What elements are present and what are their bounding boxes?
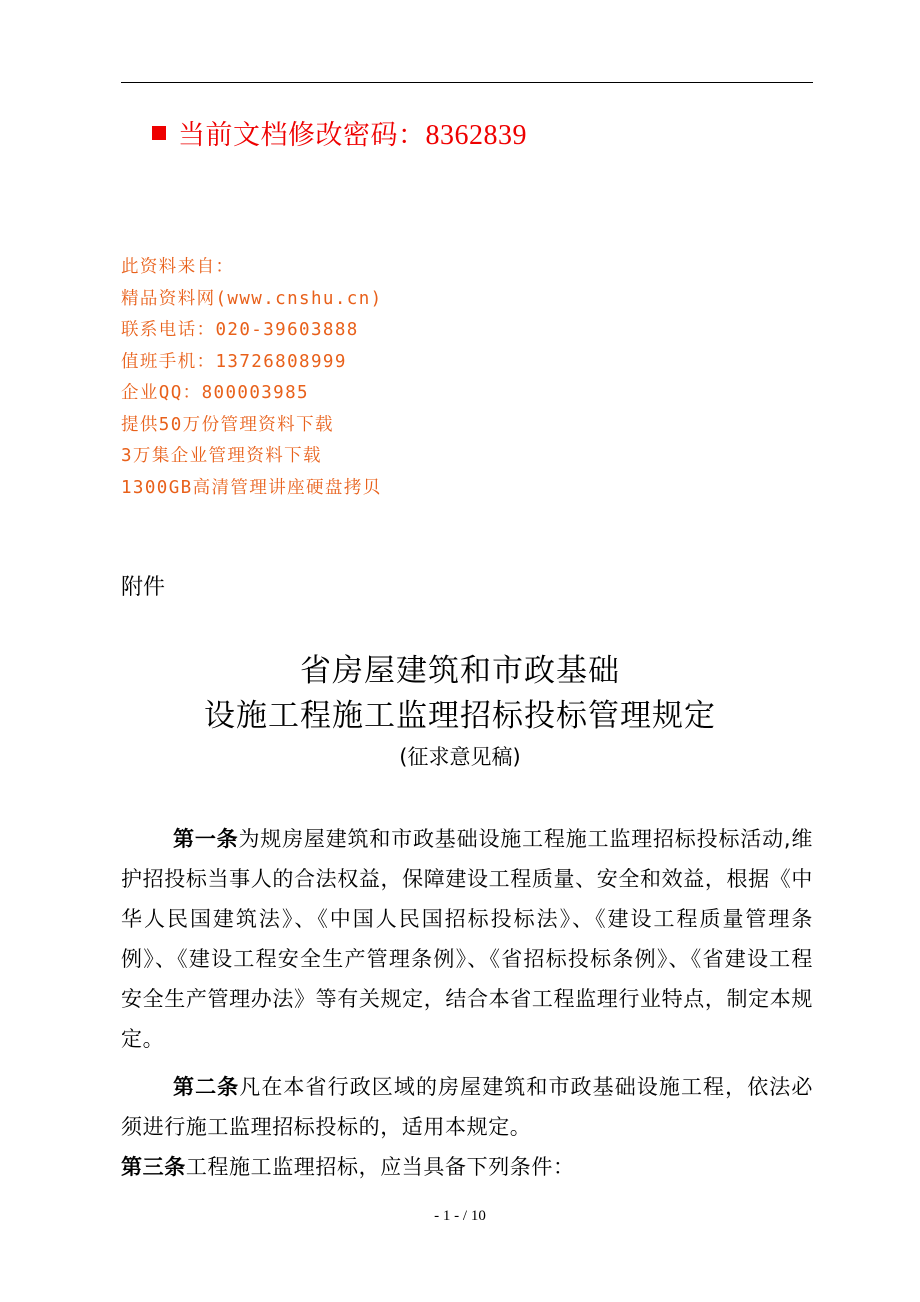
- article-heading: 第三条: [121, 1155, 186, 1179]
- password-value: 8362839: [425, 120, 527, 151]
- header-rule: [121, 82, 813, 83]
- article-2: [121, 1067, 813, 1147]
- page-number: - 1 - / 10: [434, 1208, 486, 1224]
- document-title-line1: 省房屋建筑和市政基础: [300, 653, 620, 689]
- article-heading: 第一条: [173, 827, 239, 851]
- password-notice: [152, 113, 527, 152]
- article-text: 凡在本省行政区域的房屋建筑和市政基础设施工程，依法必须进行施工监理招标投标的，适用本规定。: [121, 1075, 813, 1139]
- article-1: [121, 819, 813, 1059]
- article-heading: 第二条: [173, 1075, 240, 1099]
- source-line: 1300GB高清管理讲座硬盘拷贝: [121, 477, 382, 498]
- source-line: 精品资料网(www.cnshu.cn): [121, 288, 383, 309]
- source-line: 值班手机：13726808999: [121, 351, 347, 372]
- article-text: 为规房屋建筑和市政基础设施工程施工监理招标投标活动,维护招投标当事人的合法权益，保障建设工程质量、安全和效益，根据《中华人民国建筑法》、《中国人民国招标投标法》、《建设工程质量管理条例》、《建设工程安全生产管理条例》、《省招标投标条例》、《省建设工程安全生产管理办法》等有关规定，结合本省工程监理行业特点，制定本规定。: [121, 827, 813, 1051]
- document-subtitle: (征求意见稿): [399, 745, 521, 769]
- source-line: 3万集企业管理资料下载: [121, 446, 322, 466]
- source-line: 企业QQ：800003985: [121, 383, 309, 403]
- source-line: 提供50万份管理资料下载: [121, 414, 334, 435]
- source-info-block: [121, 252, 383, 504]
- red-square-bullet-icon: [152, 126, 166, 140]
- source-line: 联系电话：020-39603888: [121, 320, 359, 340]
- article-text: 工程施工监理招标，应当具备下列条件：: [185, 1155, 575, 1179]
- article-3: [121, 1147, 813, 1187]
- attachment-label: 附件: [121, 575, 166, 600]
- document-title-line2: 设施工程施工监理招标投标管理规定: [204, 698, 716, 734]
- password-label: 当前文档修改密码：: [178, 120, 426, 151]
- source-line: 此资料来自：: [121, 257, 235, 277]
